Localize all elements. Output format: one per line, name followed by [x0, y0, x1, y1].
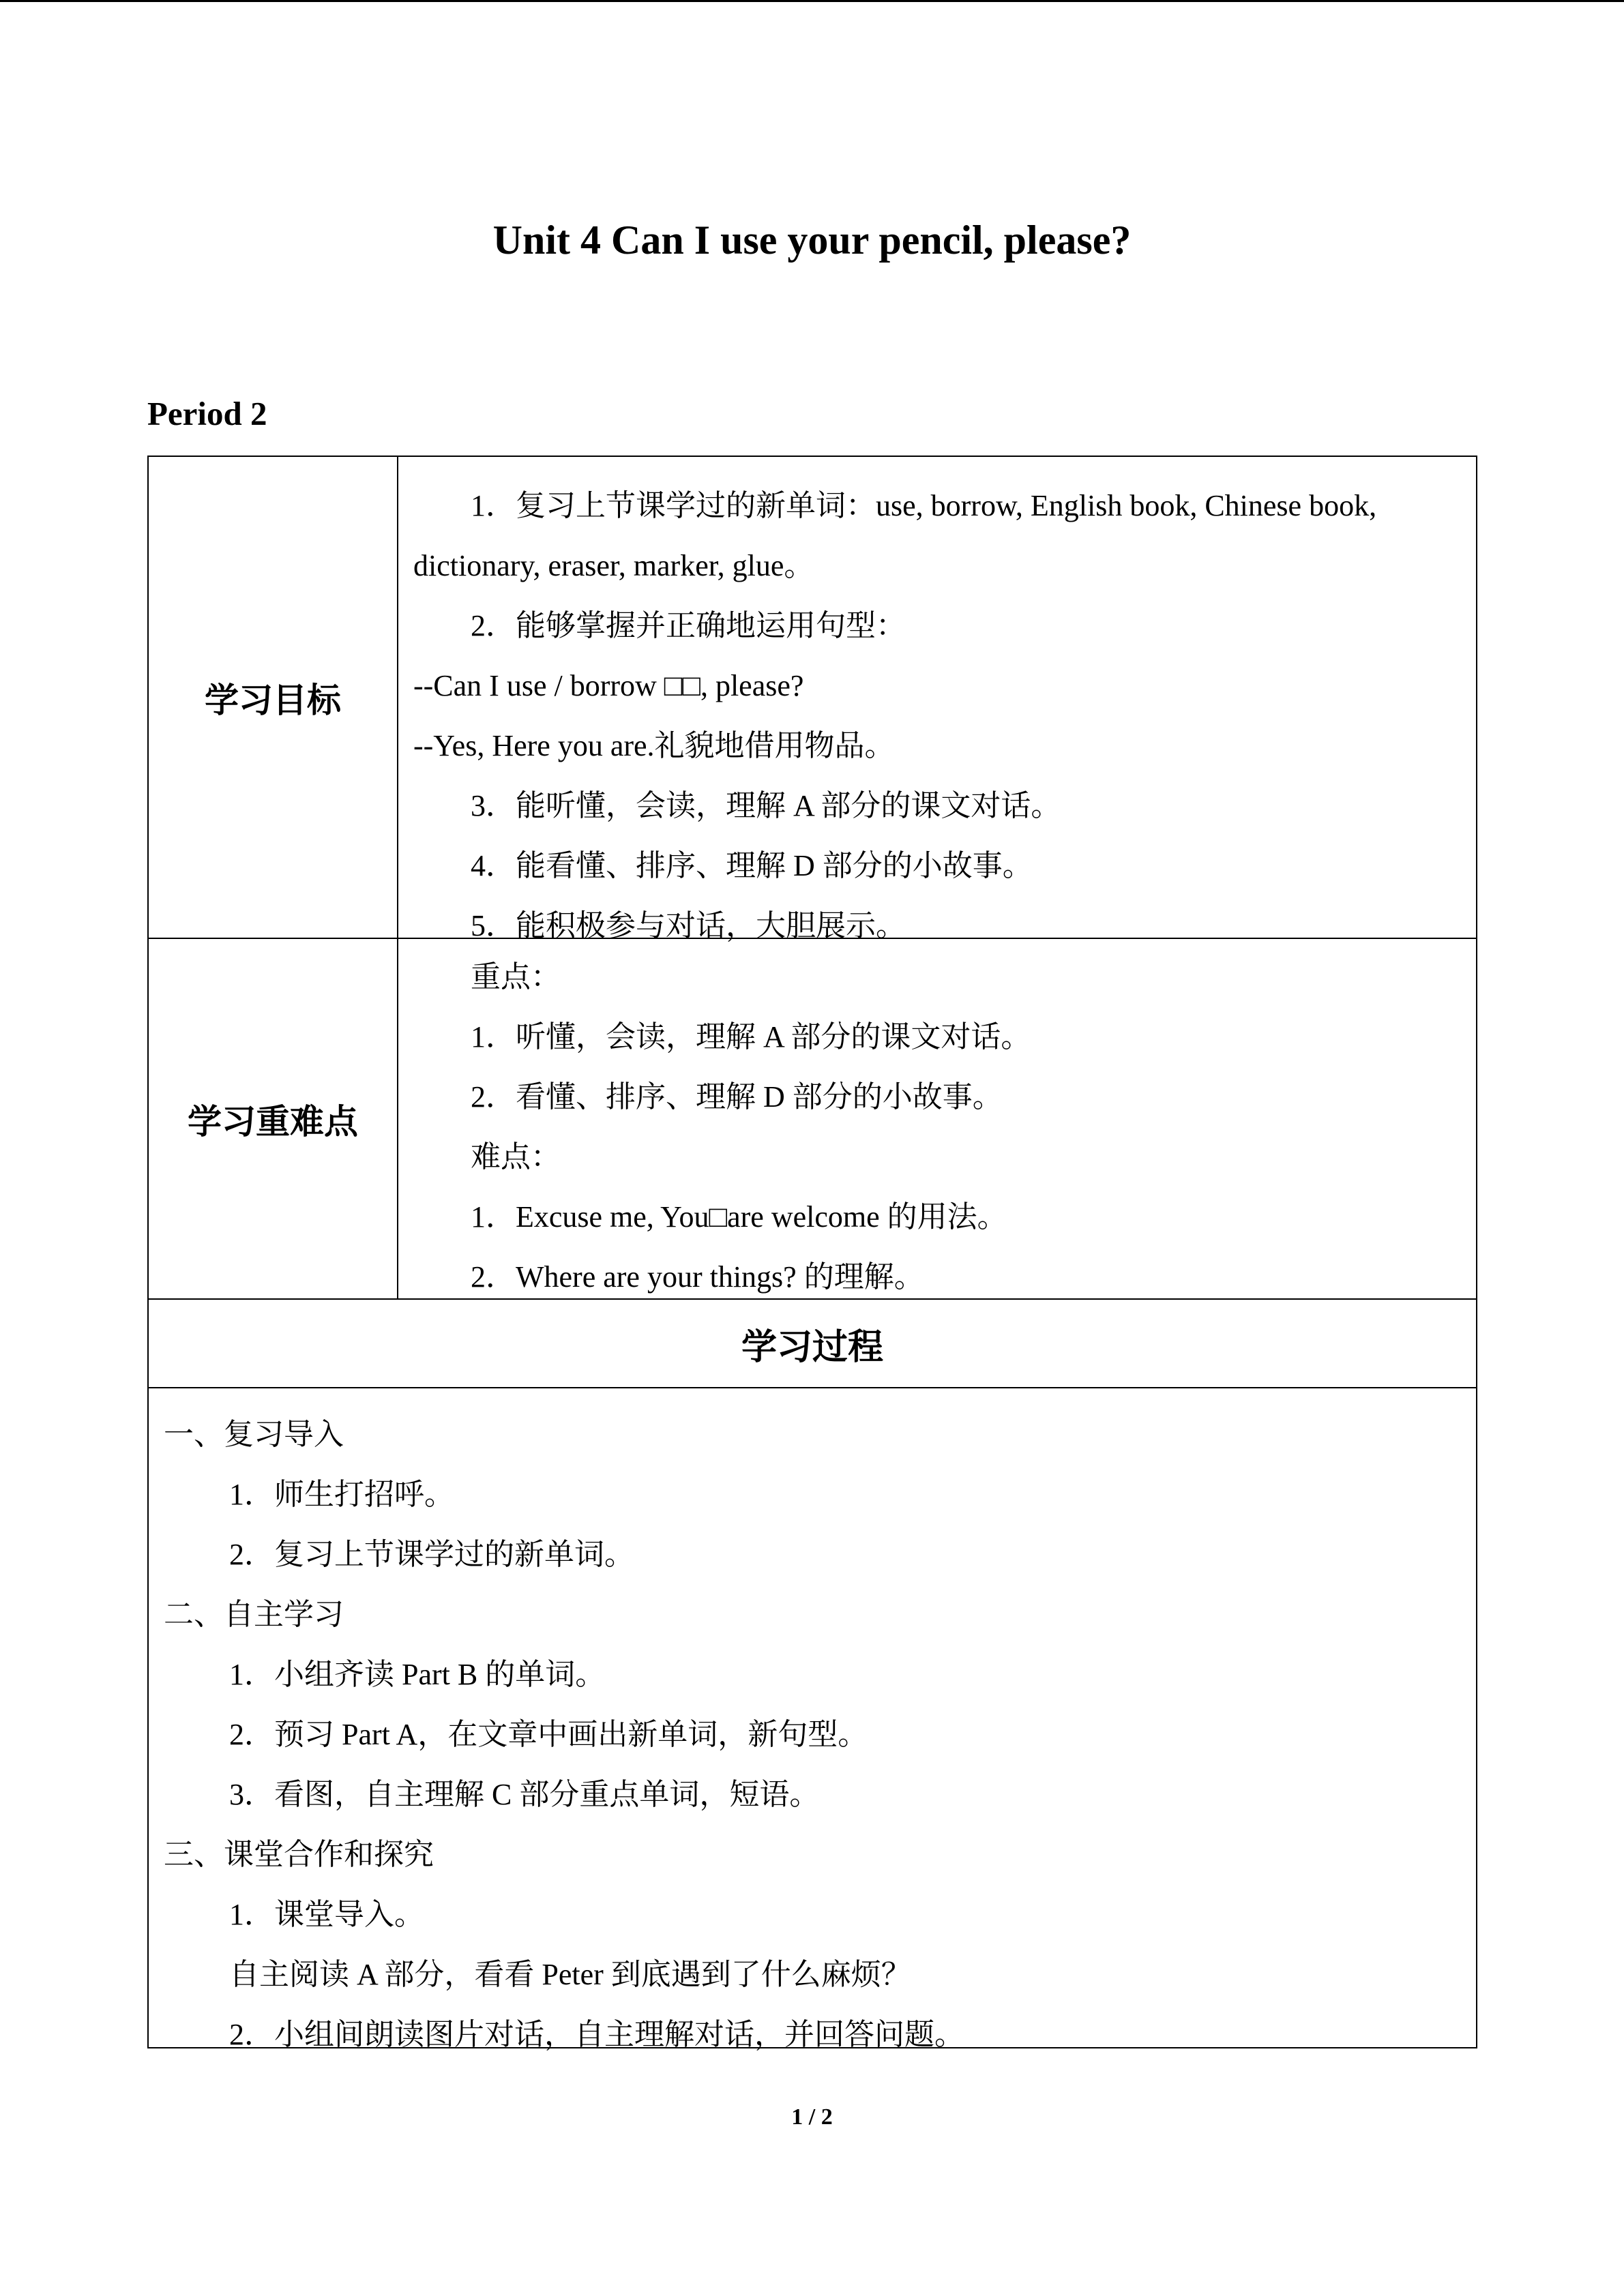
key-point-line: 难点：	[471, 1140, 561, 1174]
process-step: 1．小组齐读 Part B 的单词。	[229, 1658, 606, 1691]
process-heading-row	[149, 1300, 1476, 1388]
process-step: 2．复习上节课学过的新单词。	[229, 1538, 634, 1571]
process-heading: 学习过程	[741, 1326, 883, 1368]
objective-line: 3．能听懂，会读，理解 A 部分的课文对话。	[471, 789, 1061, 822]
key-point-line: 1．听懂，会读，理解 A 部分的课文对话。	[471, 1020, 1031, 1054]
process-step: 2．预习 Part A，在文章中画出新单词，新句型。	[229, 1718, 868, 1751]
process-section-heading: 三、课堂合作和探究	[164, 1838, 434, 1871]
process-content-row	[149, 1388, 1476, 2051]
process-step: 3．看图，自主理解 C 部分重点单词，短语。	[229, 1778, 820, 1811]
objectives-label: 学习目标	[149, 457, 398, 938]
process-step: 2．小组间朗读图片对话，自主理解对话，并回答问题。	[229, 2018, 964, 2051]
objective-line: 2．能够掌握并正确地运用句型：	[471, 609, 906, 642]
objective-line: 1．复习上节课学过的新单词：use, borrow, English book, Chinese book,	[471, 489, 1377, 522]
objective-line: 5．能积极参与对话，大胆展示。	[471, 909, 906, 942]
process-section-heading: 一、复习导入	[164, 1418, 344, 1451]
key-points-label: 学习重难点	[149, 939, 398, 1298]
process-section-heading: 二、自主学习	[164, 1598, 344, 1631]
objective-line: 4．能看懂、排序、理解 D 部分的小故事。	[471, 849, 1033, 882]
key-point-line: 2．看懂、排序、理解 D 部分的小故事。	[471, 1080, 1003, 1114]
objectives-content	[398, 457, 1476, 942]
process-step: 1．师生打招呼。	[229, 1478, 454, 1511]
objective-line: --Yes, Here you are.礼貌地借用物品。	[413, 729, 895, 762]
top-border-line	[0, 0, 1624, 2]
key-points-row	[149, 939, 1476, 1300]
page-number: 1 / 2	[791, 2104, 833, 2130]
process-content	[149, 1388, 1476, 2065]
key-point-line: 重点：	[471, 960, 561, 994]
process-step: 1．课堂导入。	[229, 1898, 424, 1931]
key-point-line: 2．Where are your things? 的理解。	[471, 1260, 924, 1294]
process-step: 自主阅读 A 部分，看看 Peter 到底遇到了什么麻烦？	[229, 1958, 911, 1991]
objectives-row	[149, 457, 1476, 942]
lesson-plan-table	[147, 456, 1477, 2051]
key-points-content	[398, 939, 1476, 1298]
objective-line: dictionary, eraser, marker, glue。	[413, 549, 814, 582]
document-title: Unit 4 Can I use your pencil, please?	[492, 218, 1132, 263]
objective-line: --Can I use / borrow □□, please?	[413, 669, 804, 702]
key-point-line: 1．Excuse me, You□are welcome 的用法。	[471, 1200, 1007, 1234]
period-label: Period 2	[147, 395, 267, 432]
